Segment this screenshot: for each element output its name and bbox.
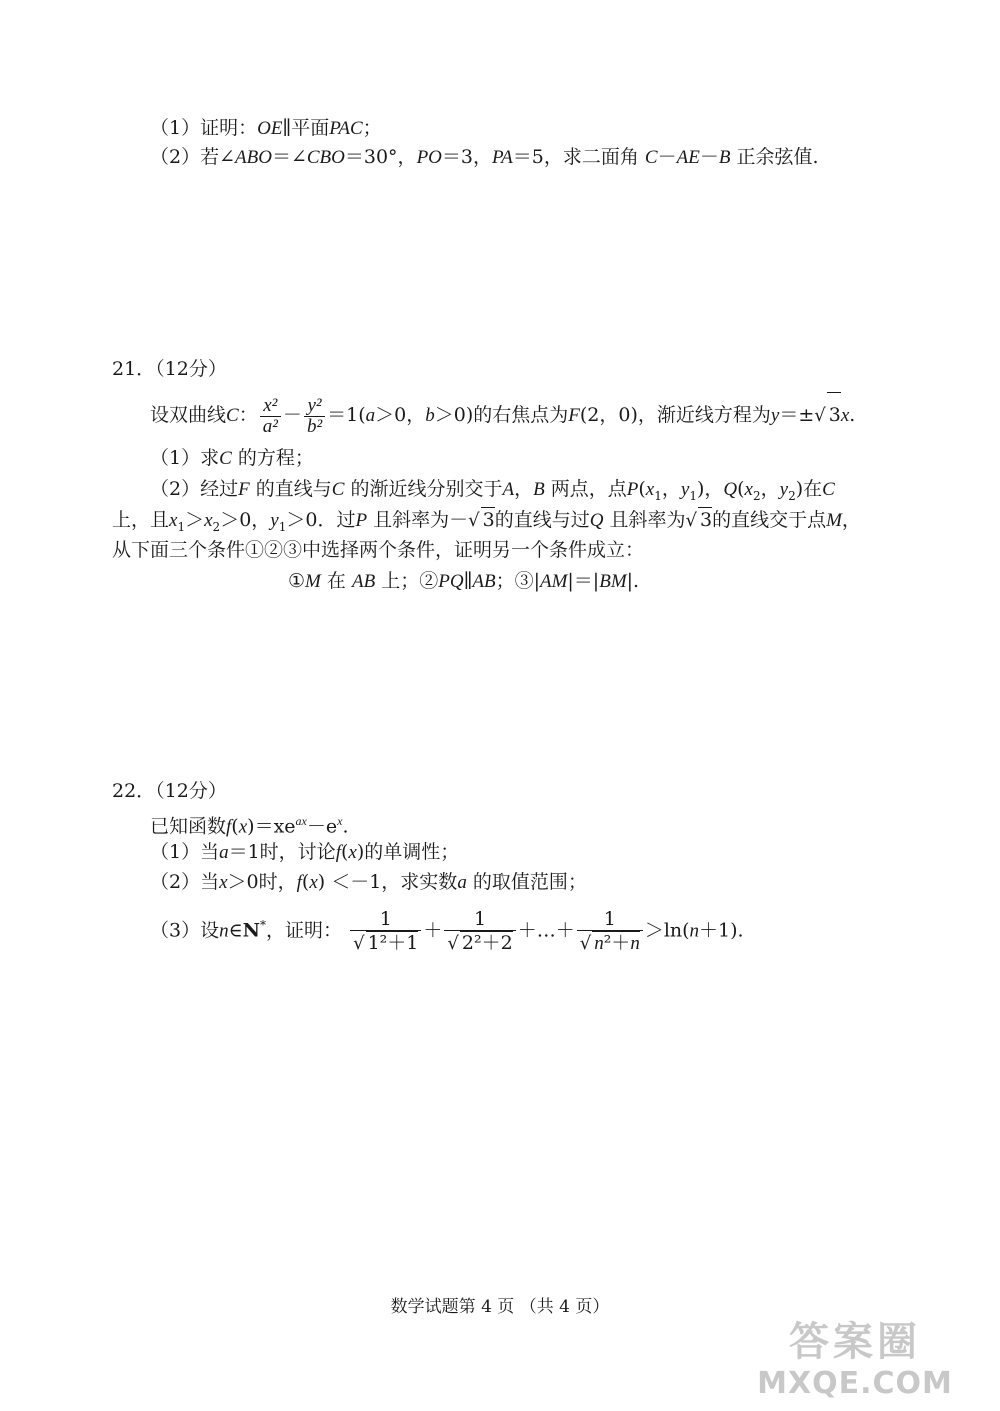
fraction-x2-a2: $\frac{\text{x²}}{\text{a²}}$ bbox=[260, 396, 281, 437]
watermark-logo bbox=[730, 1318, 980, 1403]
q22-part1: （1）当a＝1时，讨论f(x)的单调性； bbox=[150, 841, 460, 863]
q22-part3: （3）设n∈N*，证明： $\frac{1}{\text{√ 1²＋1}}$ ＋ $\frac{1}{\text{√ 2²＋2}}$ ＋…＋ $\frac{1}{\text{√ n²＋n}}$ ＞ln(n＋1). bbox=[150, 907, 744, 954]
q21-part2-line2: 上，且$x_1>x_2>0$，$y_1>0$．过P 且斜率为－√ 3的直线与过Q 且斜率为√ 3的直线交于点M， bbox=[112, 509, 861, 534]
fraction-y2-b2: $\frac{\text{y²}}{\text{b²}}$ bbox=[304, 396, 325, 437]
fraction-term-n: $\frac{1}{\text{√ n²＋n}}$ bbox=[577, 908, 643, 955]
page-footer: 数学试题第 4 页 （共 4 页） bbox=[390, 1297, 610, 1317]
fraction-term-2: $\frac{1}{\text{√ 2²＋2}}$ bbox=[444, 908, 515, 955]
q20-part2: （2）若∠ABO＝∠CBO＝30°，PO＝3，PA＝5，求二面角 C－AE－B 正余弦值. bbox=[150, 146, 819, 168]
q21-part2-line3: 从下面三个条件①②③中选择两个条件，证明另一个条件成立： bbox=[112, 539, 645, 561]
watermark-text-top: 答案圈 bbox=[789, 1319, 921, 1365]
sqrt-icon: √ bbox=[468, 510, 480, 531]
fraction-term-1: $\frac{1}{\text{√ 1²＋1}}$ bbox=[350, 908, 421, 955]
q21-part2-line1: （2）经过F 的直线与C 的渐近线分别交于A，B 两点，点$P(x_1$，$y_1$)，$Q(x_2$，$y_2$)在C bbox=[150, 478, 835, 503]
q21-part1: （1）求C 的方程； bbox=[150, 447, 314, 469]
q22-intro: 已知函数$f(x)=xe^{ax}-e^x$. bbox=[150, 814, 349, 838]
sqrt-icon: √ bbox=[447, 932, 459, 954]
q21-intro: 设双曲线C： $\frac{\text{x²}}{\text{a²}}$ － $\frac{\text{y²}}{\text{b²}}$ ＝1(a＞0，b＞0)的右焦点为F(2，0)，渐近线方程为y＝±√ 3x. bbox=[150, 392, 855, 438]
watermark-text-bottom: MXQE.COM bbox=[757, 1366, 953, 1401]
sqrt-icon: √ bbox=[579, 932, 592, 954]
sqrt-icon: √ bbox=[685, 510, 697, 531]
q22-part2: （2）当x＞0时，f(x) ＜－1，求实数a 的取值范围； bbox=[150, 871, 587, 893]
q20-part1: （1）证明：OE∥平面PAC； bbox=[150, 117, 382, 139]
sqrt-icon: √ bbox=[814, 405, 826, 426]
q21-conditions: ①M 在 AB 上；②PQ∥AB；③|AM|＝|BM|. bbox=[288, 570, 640, 592]
q22-header: 22．（12分） bbox=[112, 780, 227, 802]
sqrt-icon: √ bbox=[353, 932, 365, 954]
q21-header: 21．（12分） bbox=[112, 358, 227, 380]
